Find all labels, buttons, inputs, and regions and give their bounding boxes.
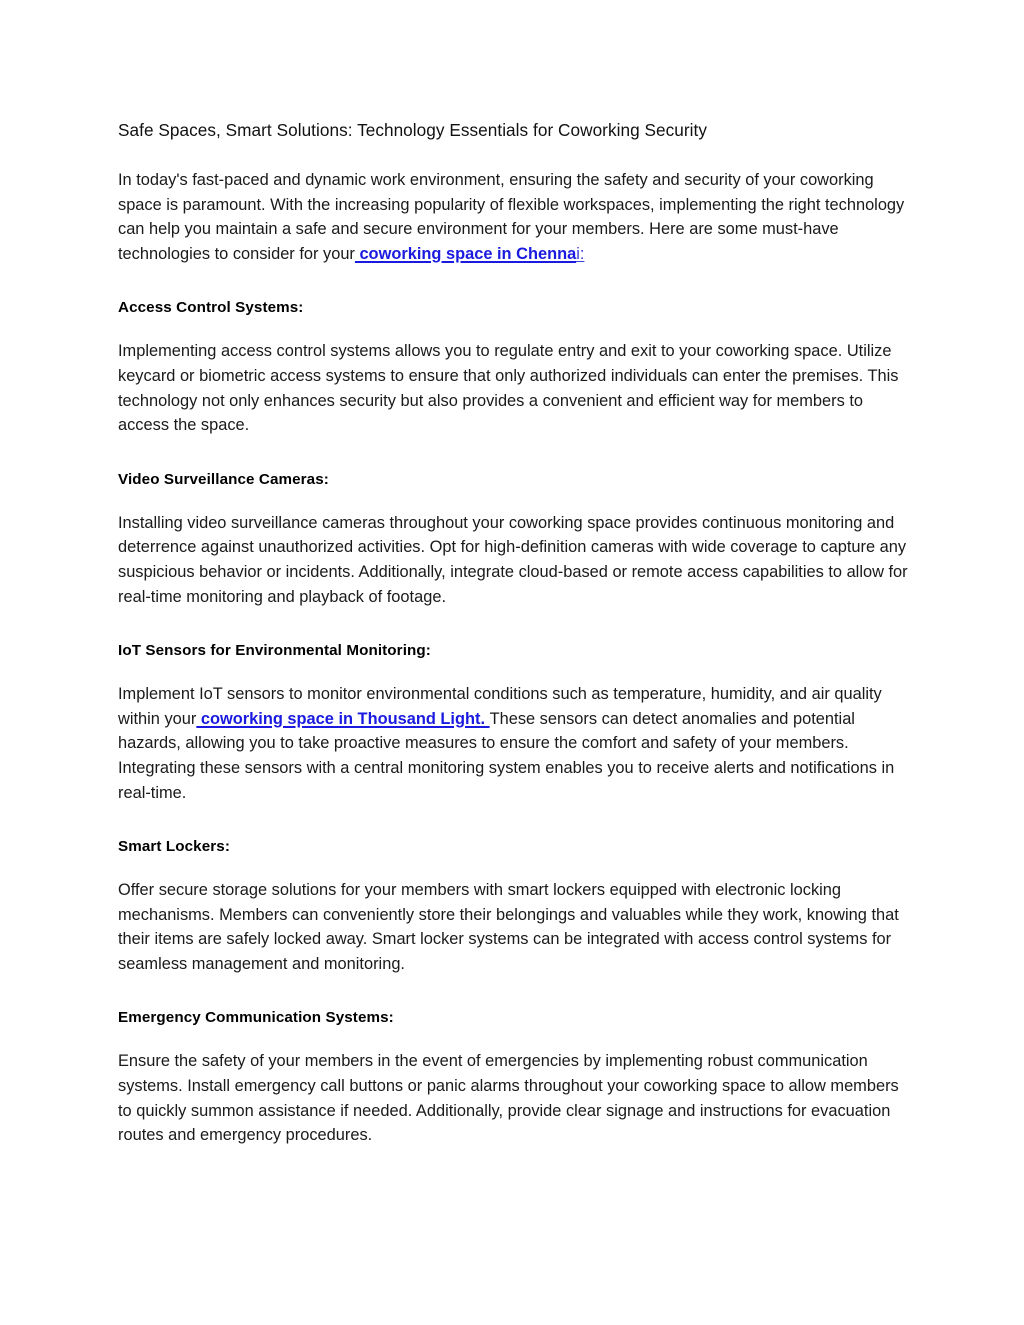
document-content [118, 118, 908, 1148]
section-spacer [118, 460, 908, 469]
section-spacer [118, 998, 908, 1007]
link-coworking-space-thousand-light[interactable]: coworking space in Thousand Light. [196, 709, 490, 728]
page-title: Safe Spaces, Smart Solutions: Technology Essentials for Coworking Security [118, 120, 707, 140]
link-coworking-space-chennai-tail[interactable]: i: [576, 244, 585, 263]
iot-text-after-link: These sensors can detect anomalies and potential hazards, allowing you to take proactive measures to ensure the comfort and safety of your members. Integrating these sensors with a central monitoring system enables you to receive alerts and notifications in real-time. [118, 709, 895, 802]
section-body-smart-lockers: Offer secure storage solutions for your members with smart lockers equipped with electronic locking mechanisms. Members can conveniently store their belongings and valuables while they work, knowing that their items are safely locked away. Smart locker systems can be integrated with access control systems for seamless management and monitoring. [118, 881, 899, 973]
link-coworking-space-chennai[interactable]: coworking space in Chenna [354, 244, 577, 263]
section-spacer [118, 288, 908, 297]
section-body-access-control: Implementing access control systems allows you to regulate entry and exit to your coworking space. Utilize keycard or biometric access systems to ensure that only authorized individuals can enter the premises. This technology not only enhances security but also provides a convenient and efficient way for members to access the space. [118, 342, 899, 435]
section-heading-smart-lockers: Smart Lockers: [118, 838, 230, 856]
intro-text: In today's fast-paced and dynamic work environment, ensuring the safety and security of your coworking space is paramount. With the increasing popularity of flexible workspaces, implementing the right technology can help you maintain a safe and secure environment for your members. Here are some must-have technologies to consider for your [118, 171, 905, 263]
section-spacer [118, 827, 908, 836]
section-heading-access-control: Access Control Systems: [118, 299, 304, 317]
iot-text-before-link: Implement IoT sensors to monitor environmental conditions such as temperature, humidity, and air quality within your [118, 685, 882, 728]
section-body-iot-sensors [118, 682, 908, 805]
section-body-video-surveillance: Installing video surveillance cameras throughout your coworking space provides continuous monitoring and deterrence against unauthorized activities. Opt for high-definition cameras with wide coverage to capture any suspicious behavior or incidents. Additionally, integrate cloud-based or remote access capabilities to allow for real-time monitoring and playback of footage. [118, 513, 908, 606]
section-body-emergency-communication: Ensure the safety of your members in the event of emergencies by implementing robust communication systems. Install emergency call buttons or panic alarms throughout your coworking space to allow members to quickly summon assistance if needed. Additionally, provide clear signage and instructions for evacuation routes and emergency procedures. [118, 1052, 899, 1145]
section-spacer [118, 631, 908, 640]
intro-paragraph [118, 168, 908, 266]
section-heading-video-surveillance: Video Surveillance Cameras: [118, 470, 329, 488]
section-heading-iot-sensors: IoT Sensors for Environmental Monitoring: [118, 642, 431, 660]
section-heading-emergency-communication: Emergency Communication Systems: [118, 1009, 394, 1027]
